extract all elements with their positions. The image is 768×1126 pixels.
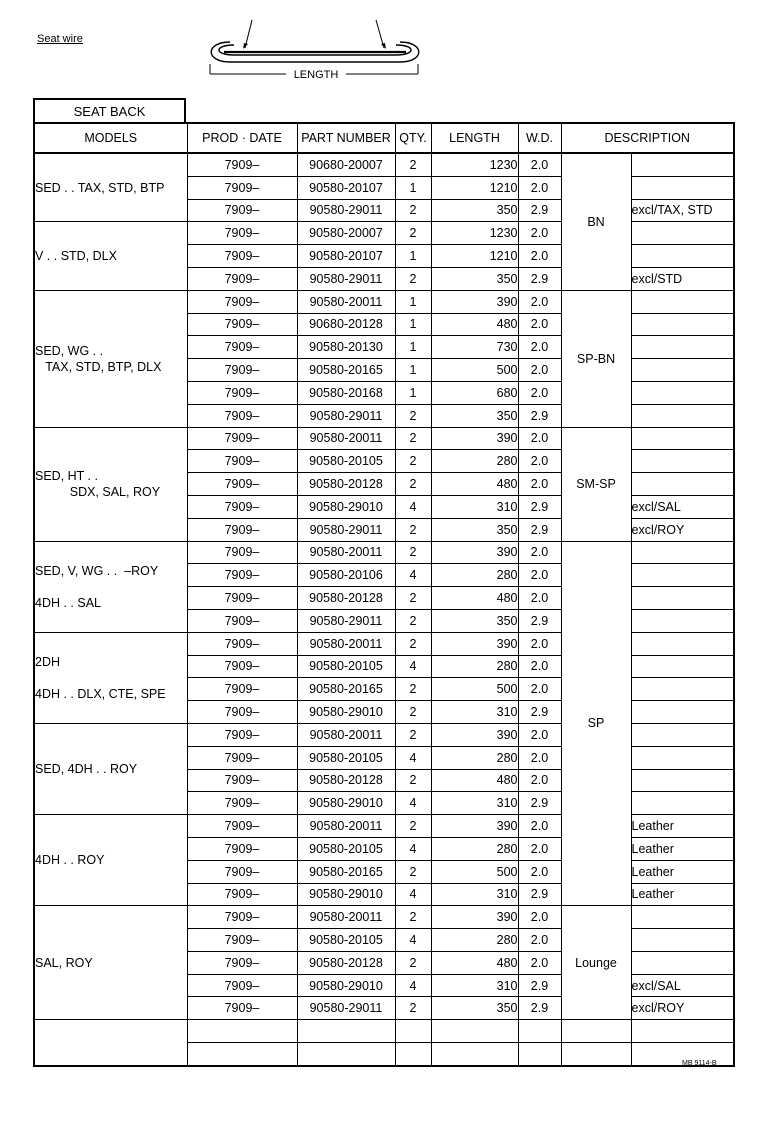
part-number-cell: 90580-20106 [297, 564, 395, 587]
description-note-cell: Leather [631, 883, 734, 906]
qty-cell: 2 [395, 450, 431, 473]
qty-cell: 1 [395, 336, 431, 359]
qty-cell: 2 [395, 427, 431, 450]
part-number-cell: 90580-20128 [297, 473, 395, 496]
length-cell: 350 [431, 518, 518, 541]
prod-date-cell: 7909– [187, 495, 297, 518]
length-cell: 480 [431, 313, 518, 336]
qty-cell: 2 [395, 609, 431, 632]
length-cell: 280 [431, 564, 518, 587]
part-number-cell: 90580-29011 [297, 997, 395, 1020]
prod-date-cell: 7909– [187, 655, 297, 678]
description-note-cell [631, 701, 734, 724]
length-cell: 310 [431, 701, 518, 724]
wd-cell: 2.0 [518, 176, 561, 199]
qty-cell: 4 [395, 655, 431, 678]
prod-date-cell: 7909– [187, 267, 297, 290]
wd-cell: 2.0 [518, 336, 561, 359]
part-number-cell: 90580-20105 [297, 746, 395, 769]
prod-date-cell: 7909– [187, 860, 297, 883]
part-number-cell: 90580-20011 [297, 723, 395, 746]
header-row [34, 123, 734, 153]
part-number-cell: 90580-20011 [297, 906, 395, 929]
prod-date-cell: 7909– [187, 450, 297, 473]
prod-date-cell: 7909– [187, 974, 297, 997]
description-note-cell [631, 450, 734, 473]
col-description: DESCRIPTION [561, 123, 734, 153]
length-cell: 350 [431, 609, 518, 632]
qty-cell: 2 [395, 222, 431, 245]
description-note-cell: Leather [631, 837, 734, 860]
wd-cell: 2.0 [518, 655, 561, 678]
description-note-cell [631, 473, 734, 496]
wd-cell: 2.0 [518, 951, 561, 974]
qty-cell: 4 [395, 929, 431, 952]
length-cell: 310 [431, 495, 518, 518]
part-number-cell: 90580-20107 [297, 176, 395, 199]
wd-cell: 2.0 [518, 723, 561, 746]
qty-cell: 4 [395, 495, 431, 518]
blank-cell [187, 1020, 297, 1043]
qty-cell: 2 [395, 723, 431, 746]
wd-cell: 2.9 [518, 997, 561, 1020]
description-note-cell: excl/SAL [631, 495, 734, 518]
description-note-cell [631, 336, 734, 359]
prod-date-cell: 7909– [187, 222, 297, 245]
wd-cell: 2.9 [518, 495, 561, 518]
wd-cell: 2.0 [518, 564, 561, 587]
blank-row [34, 1020, 734, 1043]
length-cell: 480 [431, 473, 518, 496]
part-number-cell: 90680-20007 [297, 153, 395, 176]
length-cell: 280 [431, 929, 518, 952]
blank-cell [297, 1043, 395, 1066]
length-cell: 730 [431, 336, 518, 359]
length-cell: 310 [431, 883, 518, 906]
qty-cell: 2 [395, 632, 431, 655]
description-note-cell [631, 587, 734, 610]
qty-cell: 2 [395, 518, 431, 541]
length-cell: 480 [431, 769, 518, 792]
model-cell: SAL, ROY [34, 906, 187, 1020]
blank-cell [297, 1020, 395, 1043]
page-title: Seat wire [37, 33, 83, 45]
part-number-cell: 90580-20128 [297, 587, 395, 610]
length-cell: 390 [431, 815, 518, 838]
qty-cell: 2 [395, 997, 431, 1020]
wd-cell: 2.0 [518, 290, 561, 313]
seat-wire-diagram [200, 18, 430, 84]
description-note-cell [631, 176, 734, 199]
wd-cell: 2.0 [518, 359, 561, 382]
prod-date-cell: 7909– [187, 518, 297, 541]
part-number-cell: 90580-29011 [297, 609, 395, 632]
part-number-cell: 90580-20107 [297, 245, 395, 268]
part-number-cell: 90580-29010 [297, 701, 395, 724]
description-note-cell [631, 906, 734, 929]
wd-cell: 2.0 [518, 245, 561, 268]
model-cell: SED, WG . . TAX, STD, BTP, DLX [34, 290, 187, 427]
wd-cell: 2.0 [518, 632, 561, 655]
description-note-cell [631, 359, 734, 382]
part-number-cell: 90580-20011 [297, 541, 395, 564]
description-note-cell [631, 381, 734, 404]
length-cell: 480 [431, 951, 518, 974]
length-cell: 390 [431, 632, 518, 655]
qty-cell: 2 [395, 587, 431, 610]
qty-cell: 2 [395, 541, 431, 564]
prod-date-cell: 7909– [187, 290, 297, 313]
blank-cell [518, 1043, 561, 1066]
wd-cell: 2.9 [518, 701, 561, 724]
blank-cell [431, 1020, 518, 1043]
qty-cell: 4 [395, 883, 431, 906]
length-cell: 280 [431, 450, 518, 473]
description-note-cell [631, 632, 734, 655]
wire-type-cell: SM-SP [561, 427, 631, 541]
length-cell: 280 [431, 837, 518, 860]
prod-date-cell: 7909– [187, 176, 297, 199]
wd-cell: 2.9 [518, 518, 561, 541]
description-note-cell [631, 746, 734, 769]
description-note-cell [631, 792, 734, 815]
wd-cell: 2.9 [518, 792, 561, 815]
qty-cell: 1 [395, 176, 431, 199]
length-cell: 350 [431, 267, 518, 290]
part-number-cell: 90580-20165 [297, 678, 395, 701]
col-qty: QTY. [395, 123, 431, 153]
part-number-cell: 90580-29011 [297, 404, 395, 427]
part-number-cell: 90580-20165 [297, 359, 395, 382]
part-number-cell: 90580-29011 [297, 518, 395, 541]
qty-cell: 2 [395, 153, 431, 176]
length-cell: 500 [431, 860, 518, 883]
description-note-cell [631, 153, 734, 176]
description-note-cell [631, 678, 734, 701]
qty-cell: 2 [395, 815, 431, 838]
qty-cell: 1 [395, 381, 431, 404]
qty-cell: 4 [395, 564, 431, 587]
wd-cell: 2.0 [518, 769, 561, 792]
length-cell: 680 [431, 381, 518, 404]
wd-cell: 2.9 [518, 199, 561, 222]
prod-date-cell: 7909– [187, 564, 297, 587]
wd-cell: 2.0 [518, 427, 561, 450]
part-number-cell: 90580-20128 [297, 951, 395, 974]
prod-date-cell: 7909– [187, 609, 297, 632]
qty-cell: 2 [395, 769, 431, 792]
col-prod-date: PROD · DATE [187, 123, 297, 153]
blank-cell [187, 1043, 297, 1066]
qty-cell: 1 [395, 313, 431, 336]
part-number-cell: 90580-20165 [297, 860, 395, 883]
wd-cell: 2.0 [518, 746, 561, 769]
part-number-cell: 90580-20128 [297, 769, 395, 792]
wd-cell: 2.9 [518, 883, 561, 906]
qty-cell: 4 [395, 746, 431, 769]
description-note-cell: excl/STD [631, 267, 734, 290]
prod-date-cell: 7909– [187, 723, 297, 746]
part-number-cell: 90580-29011 [297, 267, 395, 290]
description-note-cell: excl/ROY [631, 518, 734, 541]
description-note-cell [631, 427, 734, 450]
part-number-cell: 90580-20105 [297, 837, 395, 860]
prod-date-cell: 7909– [187, 769, 297, 792]
length-cell: 480 [431, 587, 518, 610]
length-cell: 350 [431, 997, 518, 1020]
qty-cell: 2 [395, 199, 431, 222]
qty-cell: 2 [395, 678, 431, 701]
qty-cell: 1 [395, 290, 431, 313]
description-note-cell [631, 245, 734, 268]
description-note-cell: excl/TAX, STD [631, 199, 734, 222]
part-number-cell: 90580-29011 [297, 199, 395, 222]
col-models: MODELS [34, 123, 187, 153]
model-cell: 2DH 4DH . . DLX, CTE, SPE [34, 632, 187, 723]
model-cell: SED, V, WG . . –ROY 4DH . . SAL [34, 541, 187, 632]
blank-cell [395, 1043, 431, 1066]
qty-cell: 1 [395, 359, 431, 382]
length-cell: 390 [431, 723, 518, 746]
wd-cell: 2.0 [518, 906, 561, 929]
wd-cell: 2.0 [518, 929, 561, 952]
seat-wire-table [33, 122, 735, 1067]
prod-date-cell: 7909– [187, 313, 297, 336]
col-part-number: PART NUMBER [297, 123, 395, 153]
part-number-cell: 90580-20011 [297, 290, 395, 313]
table-row [34, 153, 734, 176]
qty-cell: 2 [395, 951, 431, 974]
wd-cell: 2.9 [518, 404, 561, 427]
prod-date-cell: 7909– [187, 837, 297, 860]
prod-date-cell: 7909– [187, 359, 297, 382]
description-note-cell [631, 609, 734, 632]
length-cell: 500 [431, 678, 518, 701]
blank-cell [34, 1020, 187, 1066]
part-number-cell: 90580-20011 [297, 815, 395, 838]
length-cell: 1230 [431, 153, 518, 176]
description-note-cell [631, 951, 734, 974]
wd-cell: 2.0 [518, 815, 561, 838]
part-number-cell: 90680-20128 [297, 313, 395, 336]
description-note-cell: excl/ROY [631, 997, 734, 1020]
part-number-cell: 90580-20105 [297, 929, 395, 952]
prod-date-cell: 7909– [187, 473, 297, 496]
length-cell: 280 [431, 746, 518, 769]
model-cell: V . . STD, DLX [34, 222, 187, 290]
description-note-cell [631, 723, 734, 746]
section-label: SEAT BACK [33, 98, 186, 122]
length-cell: 390 [431, 906, 518, 929]
description-note-cell [631, 929, 734, 952]
prod-date-cell: 7909– [187, 587, 297, 610]
qty-cell: 2 [395, 860, 431, 883]
blank-cell [518, 1020, 561, 1043]
prod-date-cell: 7909– [187, 792, 297, 815]
col-length: LENGTH [431, 123, 518, 153]
description-note-cell [631, 222, 734, 245]
wd-cell: 2.9 [518, 974, 561, 997]
wd-cell: 2.0 [518, 153, 561, 176]
prod-date-cell: 7909– [187, 541, 297, 564]
blank-cell [561, 1020, 631, 1043]
part-number-cell: 90580-29010 [297, 792, 395, 815]
part-number-cell: 90580-20007 [297, 222, 395, 245]
qty-cell: 2 [395, 701, 431, 724]
blank-cell [561, 1043, 631, 1066]
model-cell: SED, HT . . SDX, SAL, ROY [34, 427, 187, 541]
prod-date-cell: 7909– [187, 245, 297, 268]
blank-cell [431, 1043, 518, 1066]
prod-date-cell: 7909– [187, 427, 297, 450]
length-cell: 500 [431, 359, 518, 382]
model-cell: SED, 4DH . . ROY [34, 723, 187, 814]
part-number-cell: 90580-20105 [297, 655, 395, 678]
prod-date-cell: 7909– [187, 815, 297, 838]
part-number-cell: 90580-29010 [297, 883, 395, 906]
qty-cell: 2 [395, 906, 431, 929]
length-cell: 390 [431, 290, 518, 313]
qty-cell: 2 [395, 404, 431, 427]
wire-type-cell: SP [561, 541, 631, 906]
wd-cell: 2.0 [518, 222, 561, 245]
blank-cell [631, 1020, 734, 1043]
prod-date-cell: 7909– [187, 678, 297, 701]
prod-date-cell: 7909– [187, 746, 297, 769]
prod-date-cell: 7909– [187, 997, 297, 1020]
model-cell: 4DH . . ROY [34, 815, 187, 906]
description-note-cell [631, 290, 734, 313]
part-number-cell: 90580-20011 [297, 632, 395, 655]
description-note-cell [631, 564, 734, 587]
prod-date-cell: 7909– [187, 632, 297, 655]
table-row [34, 906, 734, 929]
prod-date-cell: 7909– [187, 951, 297, 974]
wd-cell: 2.0 [518, 678, 561, 701]
qty-cell: 4 [395, 837, 431, 860]
qty-cell: 2 [395, 267, 431, 290]
wire-type-cell: Lounge [561, 906, 631, 1020]
length-cell: 1210 [431, 245, 518, 268]
wd-cell: 2.0 [518, 587, 561, 610]
wd-cell: 2.0 [518, 473, 561, 496]
part-number-cell: 90580-29010 [297, 495, 395, 518]
description-note-cell [631, 404, 734, 427]
table-row [34, 290, 734, 313]
wd-cell: 2.9 [518, 267, 561, 290]
wd-cell: 2.9 [518, 609, 561, 632]
part-number-cell: 90580-29010 [297, 974, 395, 997]
qty-cell: 2 [395, 473, 431, 496]
wire-type-cell: SP-BN [561, 290, 631, 427]
prod-date-cell: 7909– [187, 153, 297, 176]
prod-date-cell: 7909– [187, 404, 297, 427]
description-note-cell: Leather [631, 815, 734, 838]
part-number-cell: 90580-20105 [297, 450, 395, 473]
length-cell: 1210 [431, 176, 518, 199]
length-cell: 310 [431, 792, 518, 815]
length-cell: 350 [431, 199, 518, 222]
wd-cell: 2.0 [518, 837, 561, 860]
description-note-cell [631, 769, 734, 792]
description-note-cell [631, 313, 734, 336]
prod-date-cell: 7909– [187, 199, 297, 222]
blank-cell [395, 1020, 431, 1043]
wire-type-cell: BN [561, 153, 631, 290]
table-row [34, 541, 734, 564]
length-cell: 350 [431, 404, 518, 427]
prod-date-cell: 7909– [187, 336, 297, 359]
wd-cell: 2.0 [518, 541, 561, 564]
prod-date-cell: 7909– [187, 929, 297, 952]
part-number-cell: 90580-20130 [297, 336, 395, 359]
part-number-cell: 90580-20011 [297, 427, 395, 450]
length-cell: 310 [431, 974, 518, 997]
prod-date-cell: 7909– [187, 381, 297, 404]
prod-date-cell: 7909– [187, 883, 297, 906]
length-cell: 1230 [431, 222, 518, 245]
model-cell: SED . . TAX, STD, BTP [34, 153, 187, 222]
part-number-cell: 90580-20168 [297, 381, 395, 404]
wd-cell: 2.0 [518, 860, 561, 883]
qty-cell: 4 [395, 974, 431, 997]
qty-cell: 4 [395, 792, 431, 815]
description-note-cell: Leather [631, 860, 734, 883]
qty-cell: 1 [395, 245, 431, 268]
description-note-cell [631, 541, 734, 564]
wd-cell: 2.0 [518, 313, 561, 336]
prod-date-cell: 7909– [187, 906, 297, 929]
length-cell: 390 [431, 427, 518, 450]
wd-cell: 2.0 [518, 450, 561, 473]
prod-date-cell: 7909– [187, 701, 297, 724]
length-cell: 280 [431, 655, 518, 678]
table-row [34, 427, 734, 450]
description-note-cell: excl/SAL [631, 974, 734, 997]
length-label: LENGTH [293, 69, 339, 81]
col-wd: W.D. [518, 123, 561, 153]
footer-code: MB 9114-B [682, 1060, 717, 1067]
length-cell: 390 [431, 541, 518, 564]
wd-cell: 2.0 [518, 381, 561, 404]
description-note-cell [631, 655, 734, 678]
